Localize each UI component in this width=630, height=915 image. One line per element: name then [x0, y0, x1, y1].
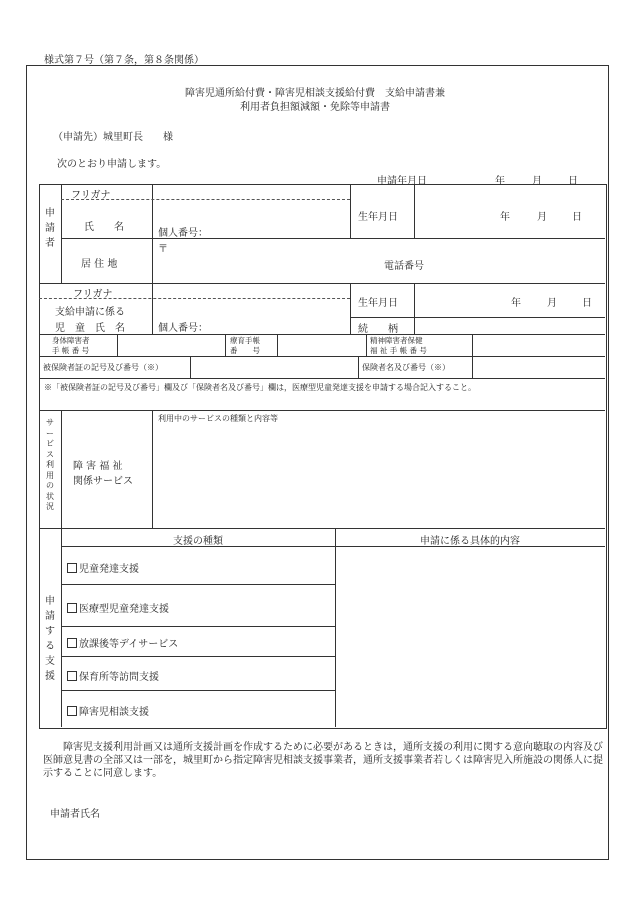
applicant-birth-year: 年	[500, 212, 510, 223]
insurer-number-label: 保険者名及び番号（※）	[362, 363, 450, 372]
welfare-service-label-line2: 関係サービス	[73, 476, 133, 487]
service-usage-section-label: サ ー ビ ス 利 用 の 状 況	[46, 418, 54, 511]
applicant-address-label: 居 住 地	[81, 259, 118, 270]
service-content-label: 利用中のサービスの種類と内容等	[158, 414, 278, 423]
requested-support-section-label: 申 請 す る 支 援	[45, 596, 55, 682]
form-title-line2: 利用者負担額減額・免除等申請書	[240, 102, 390, 113]
applicant-my-number-label: 個人番号：	[158, 228, 208, 239]
form-title-line1: 障害児通所給付費・障害児相談支援給付費 支給申請書兼	[185, 88, 445, 99]
child-furigana-label: フリガナ	[73, 289, 113, 300]
support-details-header: 申請に係る具体的内容	[420, 536, 520, 547]
physical-handbook-label-line1: 身体障害者	[52, 336, 90, 345]
insurance-note: ※「被保険者証の記号及び番号」欄及び「保険者名及び番号」欄は，医療型児童発達支援を申請する場合記入すること。	[44, 383, 476, 392]
form-number: 様式第７号（第７条，第８条関係）	[44, 55, 204, 66]
applicant-name-label: 氏 名	[84, 222, 124, 233]
applicant-birth-day: 日	[572, 212, 582, 223]
applicant-section-label: 申 請 者	[45, 208, 55, 249]
child-relation-label: 続 柄	[358, 324, 398, 335]
support-option-child-development[interactable]: 児童発達支援	[67, 560, 139, 575]
mental-handbook-label-line2: 福 祉 手 帳 番 号	[370, 346, 427, 355]
physical-handbook-label-line2: 手 帳 番 号	[52, 346, 90, 355]
child-my-number-label: 個人番号：	[158, 323, 208, 334]
support-option-consultation-support[interactable]: 障害児相談支援	[67, 703, 149, 718]
application-month-label: 月	[532, 176, 542, 187]
application-year-label: 年	[495, 176, 505, 187]
applicant-furigana-label: フリガナ	[71, 190, 111, 201]
rehab-handbook-label-line1: 療育手帳	[230, 336, 260, 345]
child-birth-month: 月	[547, 298, 557, 309]
application-day-label: 日	[568, 176, 578, 187]
phone-label: 電話番号	[384, 261, 424, 272]
support-option-medical-child-development[interactable]: 医療型児童発達支援	[67, 600, 169, 615]
checkbox[interactable]	[67, 603, 77, 613]
support-option-nursery-visit-support[interactable]: 保育所等訪問支援	[67, 668, 159, 683]
applicant-birth-month: 月	[537, 212, 547, 223]
support-type-header: 支援の種類	[173, 536, 223, 547]
applicant-birthdate-label: 生年月日	[358, 212, 398, 223]
child-name-label-line1: 支給申請に係る	[55, 307, 125, 318]
child-birthdate-label: 生年月日	[358, 298, 398, 309]
welfare-service-label-line1: 障 害 福 祉	[73, 461, 123, 472]
child-birth-year: 年	[511, 298, 521, 309]
application-date-label: 申請年月日	[377, 176, 427, 187]
support-option-after-school-day-service[interactable]: 放課後等デイサービス	[67, 635, 178, 650]
rehab-handbook-label-line2: 番 号	[230, 346, 260, 355]
checkbox[interactable]	[67, 706, 77, 716]
checkbox[interactable]	[67, 671, 77, 681]
checkbox[interactable]	[67, 638, 77, 648]
addressee: （申請先）城里町長 様	[53, 132, 173, 143]
child-birth-day: 日	[582, 298, 592, 309]
child-name-label-line2: 児 童 氏 名	[55, 323, 125, 334]
intro-text: 次のとおり申請します。	[57, 159, 167, 170]
mental-handbook-label-line1: 精神障害者保健	[370, 336, 423, 345]
consent-text: 障害児支援利用計画又は通所支援計画を作成するために必要があるときは，通所支援の利用に関する意向聴取の内容及び医師意見書の全部又は一部を，城里町から指定障害児相談支援事業者，通所支援事業者若しくは障害児入所施設の関係人に提示することに同意します。	[43, 742, 603, 779]
signature-label: 申請者氏名	[50, 809, 100, 820]
checkbox[interactable]	[67, 563, 77, 573]
postal-mark: 〒	[158, 244, 168, 255]
insured-number-label: 被保険者証の記号及び番号（※）	[43, 363, 163, 372]
